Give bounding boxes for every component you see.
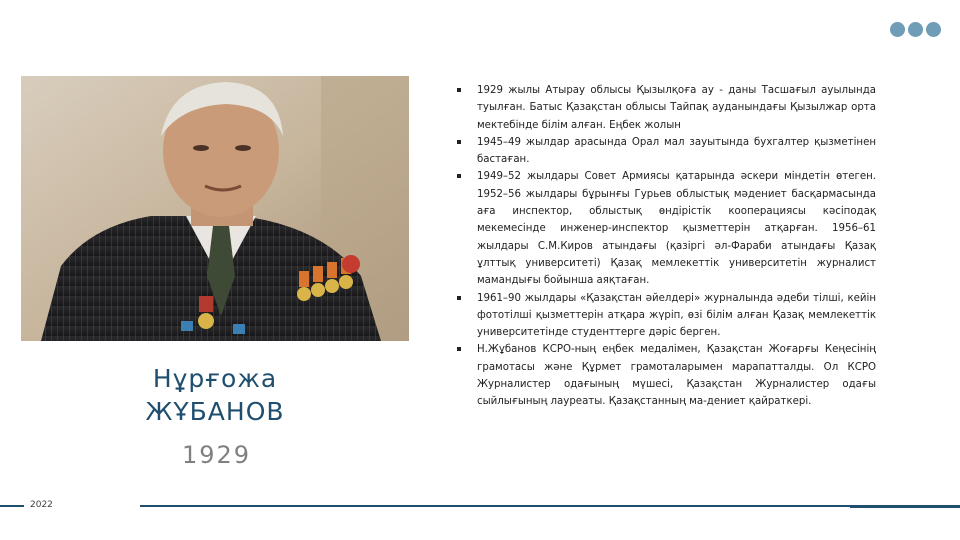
- biography-item: 1929 жылы Атырау облысы Қызылқоға ау - даны Тасшағыл ауылында туылған. Батыс Қазақстан облысы Тайпақ ауданындағы Қызылжар орта мектебінде білім алған. Еңбек жолын: [456, 82, 876, 134]
- biography-item: 1949–52 жылдары Совет Армиясы қатарында әскери міндетін өтеген. 1952–56 жылдары бұрынғы Гурьев облыстық мәдениет басқармасында аға инспектор, облыстық өндірістік кооперациясы кәсіподақ мекемесінде инженер-инспектор қызметтерін атқарған. 1956–61 жылдары С.М.Киров атындағы (қазіргі әл-Фараби атындағы Қазақ ұлттық университеті) Қазақ мемлекеттік университетін журналист мамандығы бойынша аяқтаған.: [456, 168, 876, 289]
- footer-divider: [0, 505, 24, 507]
- person-first-name: Нұрғожа: [152, 364, 278, 393]
- biography-item: 1945–49 жылдар арасында Орал мал зауытында бухгалтер қызметінен бастаған.: [456, 134, 876, 169]
- person-last-name: ЖҰБАНОВ: [145, 397, 285, 426]
- biography-item: 1961–90 жылдары «Қазақстан әйелдері» журналында әдеби тілші, кейін фототілші қызметтерін атқара жүріп, өзі білім алған Қазақ мемлекеттік университетінде студенттерге дәріс берген.: [456, 290, 876, 342]
- dot: [890, 22, 905, 37]
- footer-divider: [140, 505, 960, 507]
- biography-list: [456, 82, 876, 411]
- footer-accent-bar: [850, 505, 960, 508]
- portrait-photo: [21, 76, 409, 341]
- biography-item: Н.Жұбанов КСРО-ның еңбек медалімен, Қазақстан Жоғарғы Кеңесінің грамотасы және Құрмет грамоталарымен марапатталды. Ол КСРО Журналистер одағының мүшесі, Қазақстан Журналистер одағы сыйлығының лауреаты. Қазақстанның ма-дениет қайраткері.: [456, 341, 876, 410]
- dot: [926, 22, 941, 37]
- dot: [908, 22, 923, 37]
- footer-year: 2022: [30, 500, 53, 510]
- birth-year: 1929: [182, 441, 252, 469]
- more-dots-icon[interactable]: [888, 22, 944, 38]
